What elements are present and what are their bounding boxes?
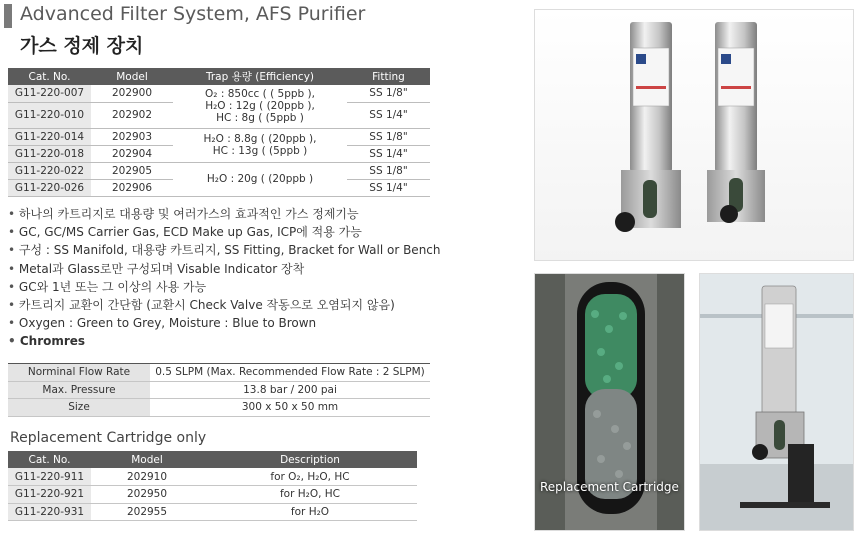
table-row [8, 162, 430, 179]
cat-no-cell: G11-220-014 [8, 128, 91, 145]
trap-line: HC : 13g ( (5ppb ) [212, 145, 308, 157]
table-row [8, 364, 430, 382]
catalog-header-row [8, 68, 430, 85]
model-cell: 202902 [91, 102, 173, 128]
table-row [8, 381, 430, 399]
trap-cell [173, 162, 347, 196]
spec-value: 13.8 bar / 200 pai [150, 381, 430, 399]
cat-no-cell: G11-220-026 [8, 179, 91, 196]
spec-value: 300 x 50 x 50 mm [150, 399, 430, 417]
trap-line: O₂ : 850cc ( ( 5ppb ), [205, 88, 315, 101]
model-cell: 202900 [91, 85, 173, 102]
cat-no-cell: G11-220-911 [8, 468, 91, 486]
list-item: • 하나의 카트리지로 대용량 및 여러가스의 효과적인 가스 정제기능 [8, 205, 441, 223]
col-model: Model [91, 68, 173, 85]
cat-no-cell: G11-220-010 [8, 102, 91, 128]
description-cell: for H₂O, HC [203, 486, 417, 504]
model-cell: 202906 [91, 179, 173, 196]
list-item: • 구성 : SS Manifold, 대용량 카트리지, SS Fitting, Bracket for Wall or Bench [8, 241, 441, 259]
spec-label: Norminal Flow Rate [8, 364, 150, 382]
replacement-title: Replacement Cartridge only [10, 430, 207, 446]
feature-list [8, 205, 441, 351]
mounted-unit-illustration [700, 274, 854, 531]
model-cell: 202903 [91, 128, 173, 145]
trap-line: HC : 8g ( (5ppb ) [216, 112, 304, 125]
fitting-cell: SS 1/4" [347, 179, 430, 196]
mounted-unit-photo [699, 273, 854, 531]
trap-line: H₂O : 8.8g ( (20ppb ), [203, 133, 317, 145]
model-cell: 202905 [91, 162, 173, 179]
fitting-cell: SS 1/8" [347, 85, 430, 102]
list-item: • Oxygen : Green to Grey, Moisture : Blue to Brown [8, 314, 441, 332]
fitting-cell: SS 1/4" [347, 145, 430, 162]
model-cell: 202950 [91, 486, 203, 504]
col-model: Model [91, 451, 203, 468]
trap-cell [173, 85, 347, 128]
table-row [8, 468, 417, 486]
cat-no-cell: G11-220-022 [8, 162, 91, 179]
purifier-illustration [535, 10, 854, 261]
trap-line: H₂O : 20g ( (20ppb ) [206, 173, 314, 185]
list-item: • GC, GC/MS Carrier Gas, ECD Make up Gas, ICP에 적용 가능 [8, 223, 441, 241]
fitting-cell: SS 1/8" [347, 128, 430, 145]
trap-line: H₂O : 12g ( (20ppb ), [205, 100, 315, 113]
col-cat-no: Cat. No. [8, 451, 91, 468]
trap-cell [173, 128, 347, 162]
description-cell: for O₂, H₂O, HC [203, 468, 417, 486]
list-item: • Metal과 Glass로만 구성되며 Visable Indicator 장착 [8, 260, 441, 278]
model-cell: 202910 [91, 468, 203, 486]
spec-table [8, 363, 430, 417]
list-item: • Chromres [8, 332, 441, 350]
cat-no-cell: G11-220-007 [8, 85, 91, 102]
cat-no-cell: G11-220-018 [8, 145, 91, 162]
cat-no-cell: G11-220-921 [8, 486, 91, 504]
table-row [8, 128, 430, 145]
col-cat-no: Cat. No. [8, 68, 91, 85]
header-accent-bar [4, 4, 12, 28]
model-cell: 202955 [91, 503, 203, 521]
catalog-table [8, 68, 430, 197]
title-korean: 가스 정제 장치 [20, 35, 144, 57]
replacement-table [8, 451, 417, 521]
table-row [8, 503, 417, 521]
col-trap: Trap 용량 (Efficiency) [173, 68, 347, 85]
fitting-cell: SS 1/4" [347, 102, 430, 128]
cat-no-cell: G11-220-931 [8, 503, 91, 521]
description-cell: for H₂O [203, 503, 417, 521]
fitting-cell: SS 1/8" [347, 162, 430, 179]
purifier-photo [534, 9, 854, 261]
spec-label: Size [8, 399, 150, 417]
table-row [8, 85, 430, 102]
model-cell: 202904 [91, 145, 173, 162]
cartridge-caption: Replacement Cartridge [540, 480, 679, 494]
table-row [8, 399, 430, 417]
table-row [8, 486, 417, 504]
spec-label: Max. Pressure [8, 381, 150, 399]
col-fitting: Fitting [347, 68, 430, 85]
col-description: Description [203, 451, 417, 468]
title-english: Advanced Filter System, AFS Purifier [20, 3, 366, 25]
list-item: • 카트리지 교환이 간단함 (교환시 Check Valve 작동으로 오염되지 않음) [8, 296, 441, 314]
spec-value: 0.5 SLPM (Max. Recommended Flow Rate : 2 SLPM) [150, 364, 430, 382]
list-item: • GC와 1년 또는 그 이상의 사용 가능 [8, 278, 441, 296]
replacement-header-row [8, 451, 417, 468]
